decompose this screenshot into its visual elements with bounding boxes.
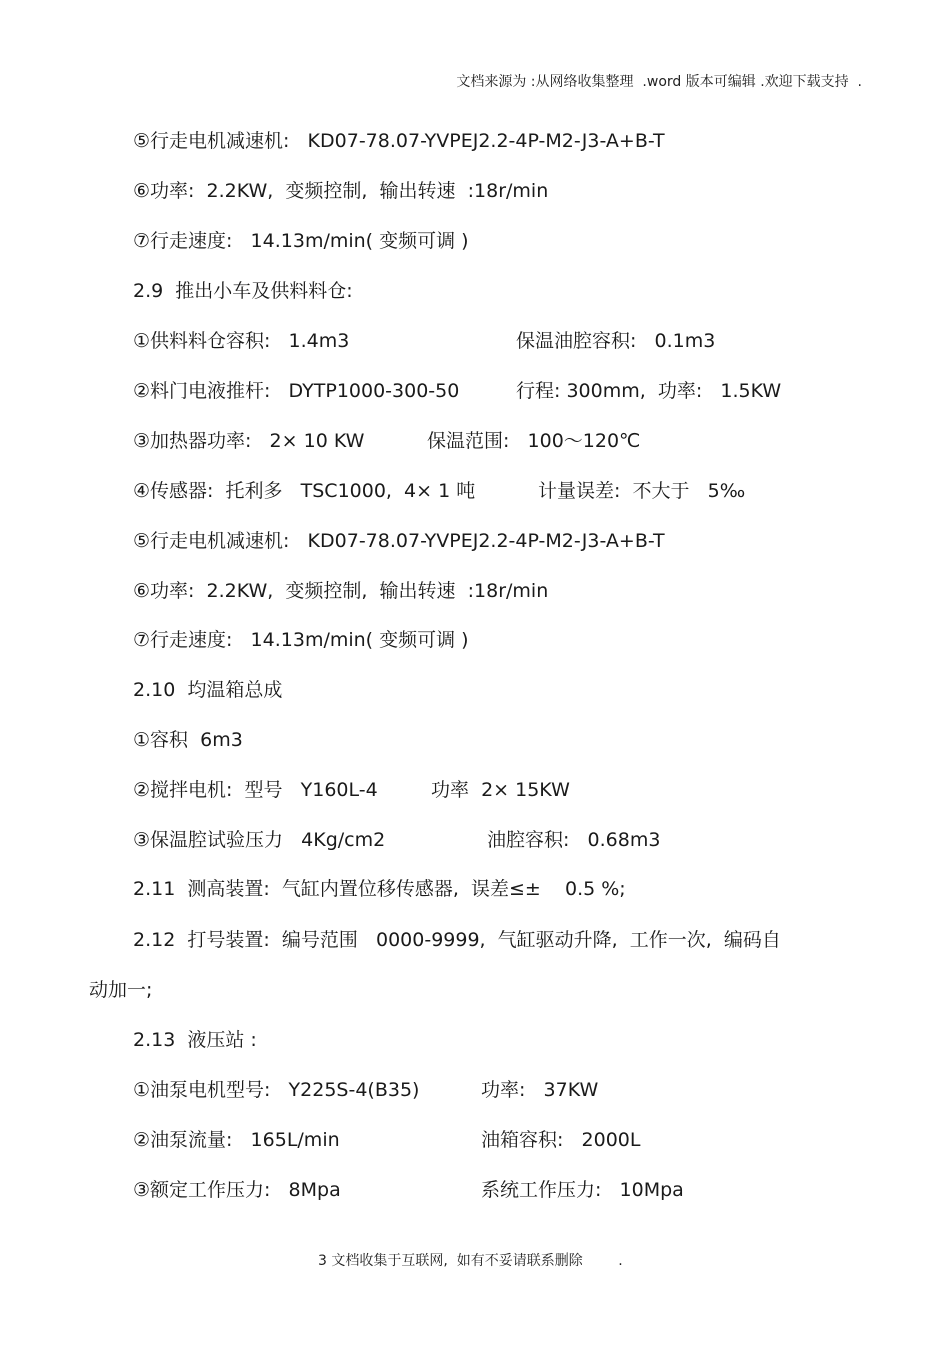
page-footer: 3 文档收集于互联网, 如有不妥请联系删除 . — [318, 1253, 623, 1269]
page-header: 文档来源为 :从网络收集整理 .word 版本可编辑 .欢迎下载支持 . — [456, 74, 862, 90]
